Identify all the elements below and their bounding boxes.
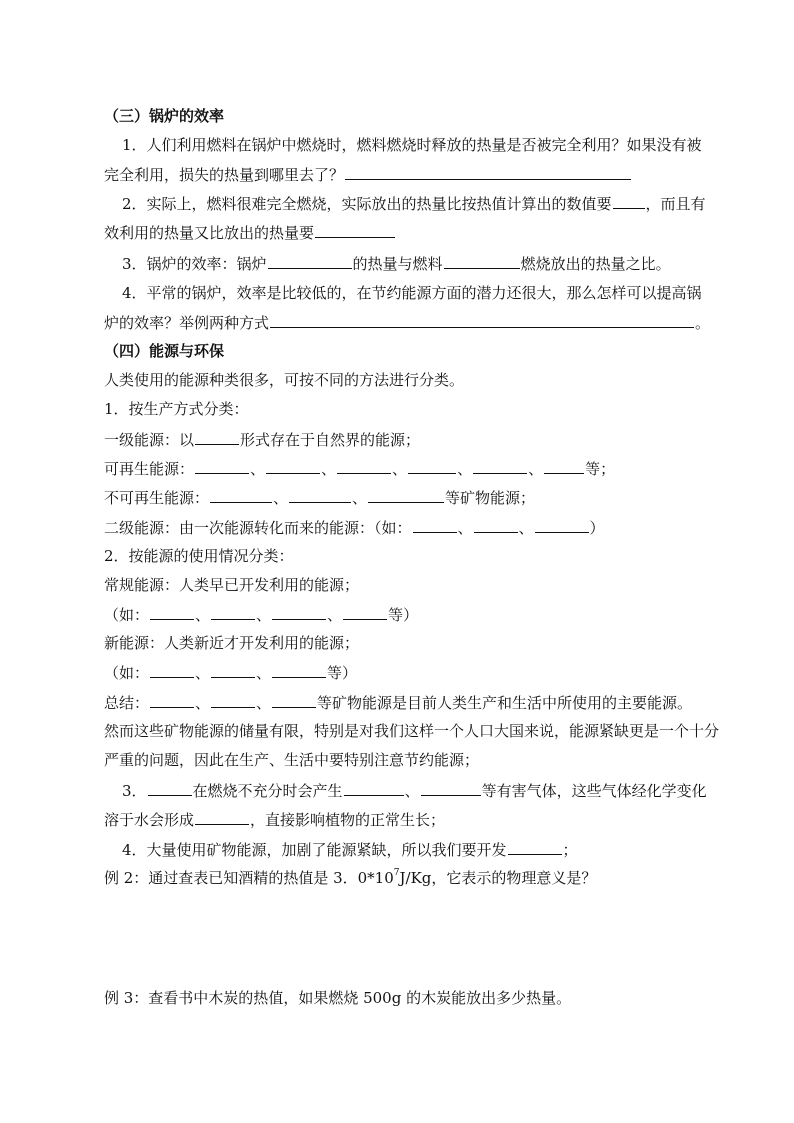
q4-line1: 4．平常的锅炉，效率是比较低的，在节约能源方面的潜力还很大，那么怎样可以提高锅 [122, 284, 702, 302]
q2-line1-text: 2．实际上，燃料很难完全燃烧，实际放出的热量比按热值计算出的数值要 [122, 195, 612, 213]
separator: 、 [256, 694, 272, 712]
answer-blank[interactable] [272, 604, 326, 620]
q2-line2-text: 效利用的热量又比放出的热量要 [104, 224, 315, 242]
harmful-gas-line2 [104, 809, 445, 830]
answer-blank[interactable] [195, 809, 249, 825]
answer-blank[interactable] [150, 662, 194, 678]
primary-energy-line [104, 429, 420, 450]
q3-text-a: 3．锅炉的效率：锅炉 [122, 255, 267, 273]
answer-blank[interactable] [315, 222, 395, 238]
answer-blank[interactable] [421, 780, 481, 796]
q3b-text-c: 等有害气体，这些气体经化学变化 [481, 782, 707, 800]
separator: 、 [256, 606, 272, 624]
answer-blank[interactable] [368, 487, 444, 503]
secondary-energy-line [104, 517, 605, 538]
separator: 、 [321, 460, 337, 478]
q3-text-b: 的热量与燃料 [352, 255, 443, 273]
primary-text-a: 一级能源：以 [104, 431, 195, 449]
separator: 、 [404, 782, 420, 800]
summary-line1 [104, 692, 692, 713]
answer-blank[interactable] [508, 839, 562, 855]
harmful-gas-line1 [122, 780, 707, 801]
answer-blank[interactable] [211, 604, 255, 620]
renewable-end: 等； [585, 460, 616, 478]
q3b-number: 3． [122, 782, 147, 800]
answer-blank[interactable] [150, 692, 194, 708]
renewable-energy-line [104, 458, 615, 479]
conventional-energy-line: 常规能源：人类早已开发利用的能源； [104, 576, 360, 594]
example-2-text-b: J/Kg，它表示的物理意义是？ [399, 869, 597, 887]
ru-open: （如： [104, 664, 150, 682]
answer-blank[interactable] [337, 458, 391, 474]
q2-line2 [104, 222, 396, 243]
summary-label: 总结： [104, 694, 150, 712]
example-3: 例 3：查看书中木炭的热值，如果燃烧 500g 的木炭能放出多少热量。 [104, 989, 572, 1007]
section-heading-boiler-efficiency: （三）锅炉的效率 [104, 107, 225, 125]
answer-blank[interactable] [473, 458, 527, 474]
separator: 、 [518, 519, 534, 537]
answer-blank[interactable] [148, 780, 192, 796]
deng-close: 等） [388, 606, 419, 624]
answer-blank[interactable] [544, 458, 584, 474]
q3-line [122, 253, 671, 274]
answer-blank[interactable] [345, 164, 631, 180]
q1-line1: 1．人们利用燃料在锅炉中燃烧时，燃料燃烧时释放的热量是否被完全利用？如果没有被 [122, 136, 702, 154]
q1-line2 [104, 164, 632, 185]
q4b-end: ； [562, 841, 578, 859]
answer-blank[interactable] [343, 604, 387, 620]
q1-line2-text: 完全利用，损失的热量到哪里去了？ [104, 166, 345, 184]
separator: 、 [457, 460, 473, 478]
q3-text-c: 燃烧放出的热量之比。 [520, 255, 671, 273]
answer-blank[interactable] [289, 487, 351, 503]
separator: 、 [195, 694, 211, 712]
answer-blank[interactable] [413, 517, 457, 533]
energy-intro: 人类使用的能源种类很多，可按不同的方法进行分类。 [104, 371, 465, 389]
answer-blank[interactable] [268, 253, 352, 269]
answer-blank[interactable] [272, 692, 316, 708]
q4-line2 [104, 312, 710, 333]
summary-line3: 严重的问题，因此在生产、生活中要特别注意节约能源； [104, 751, 480, 769]
renewable-label: 可再生能源： [104, 460, 195, 478]
classify-by-usage-title: 2．按能源的使用情况分类： [104, 547, 294, 565]
answer-blank[interactable] [211, 692, 255, 708]
classify-by-production-title: 1．按生产方式分类： [104, 400, 249, 418]
answer-blank[interactable] [195, 429, 239, 445]
separator: 、 [256, 664, 272, 682]
separator: 、 [457, 519, 473, 537]
answer-blank[interactable] [270, 312, 694, 328]
answer-blank[interactable] [150, 604, 194, 620]
separator: 、 [195, 664, 211, 682]
answer-blank[interactable] [408, 458, 456, 474]
conventional-examples-line [104, 604, 418, 625]
summary-line2: 然而这些矿物能源的储量有限，特别是对我们这样一个人口大国来说，能源紧缺更是一个十分 [104, 722, 720, 740]
q4b-text: 4．大量使用矿物能源，加剧了能源紧缺，所以我们要开发 [122, 841, 507, 859]
answer-blank[interactable] [211, 662, 255, 678]
develop-energy-line [122, 839, 578, 860]
nonrenewable-energy-line [104, 487, 535, 508]
q2-line1-tail: ，而且有 [645, 195, 706, 213]
ru-open: （如： [104, 606, 150, 624]
deng-close: 等） [327, 664, 358, 682]
separator: 、 [352, 489, 368, 507]
summary-text: 等矿物能源是目前人类生产和生活中所使用的主要能源。 [317, 694, 693, 712]
separator: 、 [392, 460, 408, 478]
answer-blank[interactable] [474, 517, 518, 533]
separator: 、 [528, 460, 544, 478]
q3b-line2-text: 溶于水会形成 [104, 811, 195, 829]
exponent: 7 [393, 868, 400, 878]
separator: 、 [250, 460, 266, 478]
answer-blank[interactable] [535, 517, 589, 533]
answer-blank[interactable] [266, 458, 320, 474]
q4-line2-text: 炉的效率？举例两种方式 [104, 314, 270, 332]
new-energy-examples-line [104, 662, 357, 683]
answer-blank[interactable] [613, 193, 645, 209]
q4-line2-end: 。 [695, 314, 711, 332]
nonrenewable-end: 等矿物能源； [445, 489, 536, 507]
example-2-text: 例 2：通过查表已知酒精的热值是 3．0*10 [104, 869, 394, 887]
secondary-text: 二级能源：由一次能源转化而来的能源：（如： [104, 519, 412, 537]
answer-blank[interactable] [272, 662, 326, 678]
answer-blank[interactable] [210, 487, 272, 503]
new-energy-line: 新能源：人类新近才开发利用的能源； [104, 634, 360, 652]
separator: 、 [195, 606, 211, 624]
example-2 [104, 868, 596, 888]
answer-blank[interactable] [444, 253, 520, 269]
section-heading-energy-environment: （四）能源与环保 [104, 342, 225, 360]
answer-blank[interactable] [195, 458, 249, 474]
nonrenewable-label: 不可再生能源： [104, 489, 210, 507]
separator: 、 [327, 606, 343, 624]
separator: 、 [273, 489, 289, 507]
answer-blank[interactable] [344, 780, 404, 796]
q3b-line2-end: ，直接影响植物的正常生长； [250, 811, 446, 829]
secondary-end: ） [589, 519, 605, 537]
q2-line1 [122, 193, 706, 214]
primary-text-b: 形式存在于自然界的能源； [240, 431, 421, 449]
q3b-text: 在燃烧不充分时会产生 [192, 782, 343, 800]
